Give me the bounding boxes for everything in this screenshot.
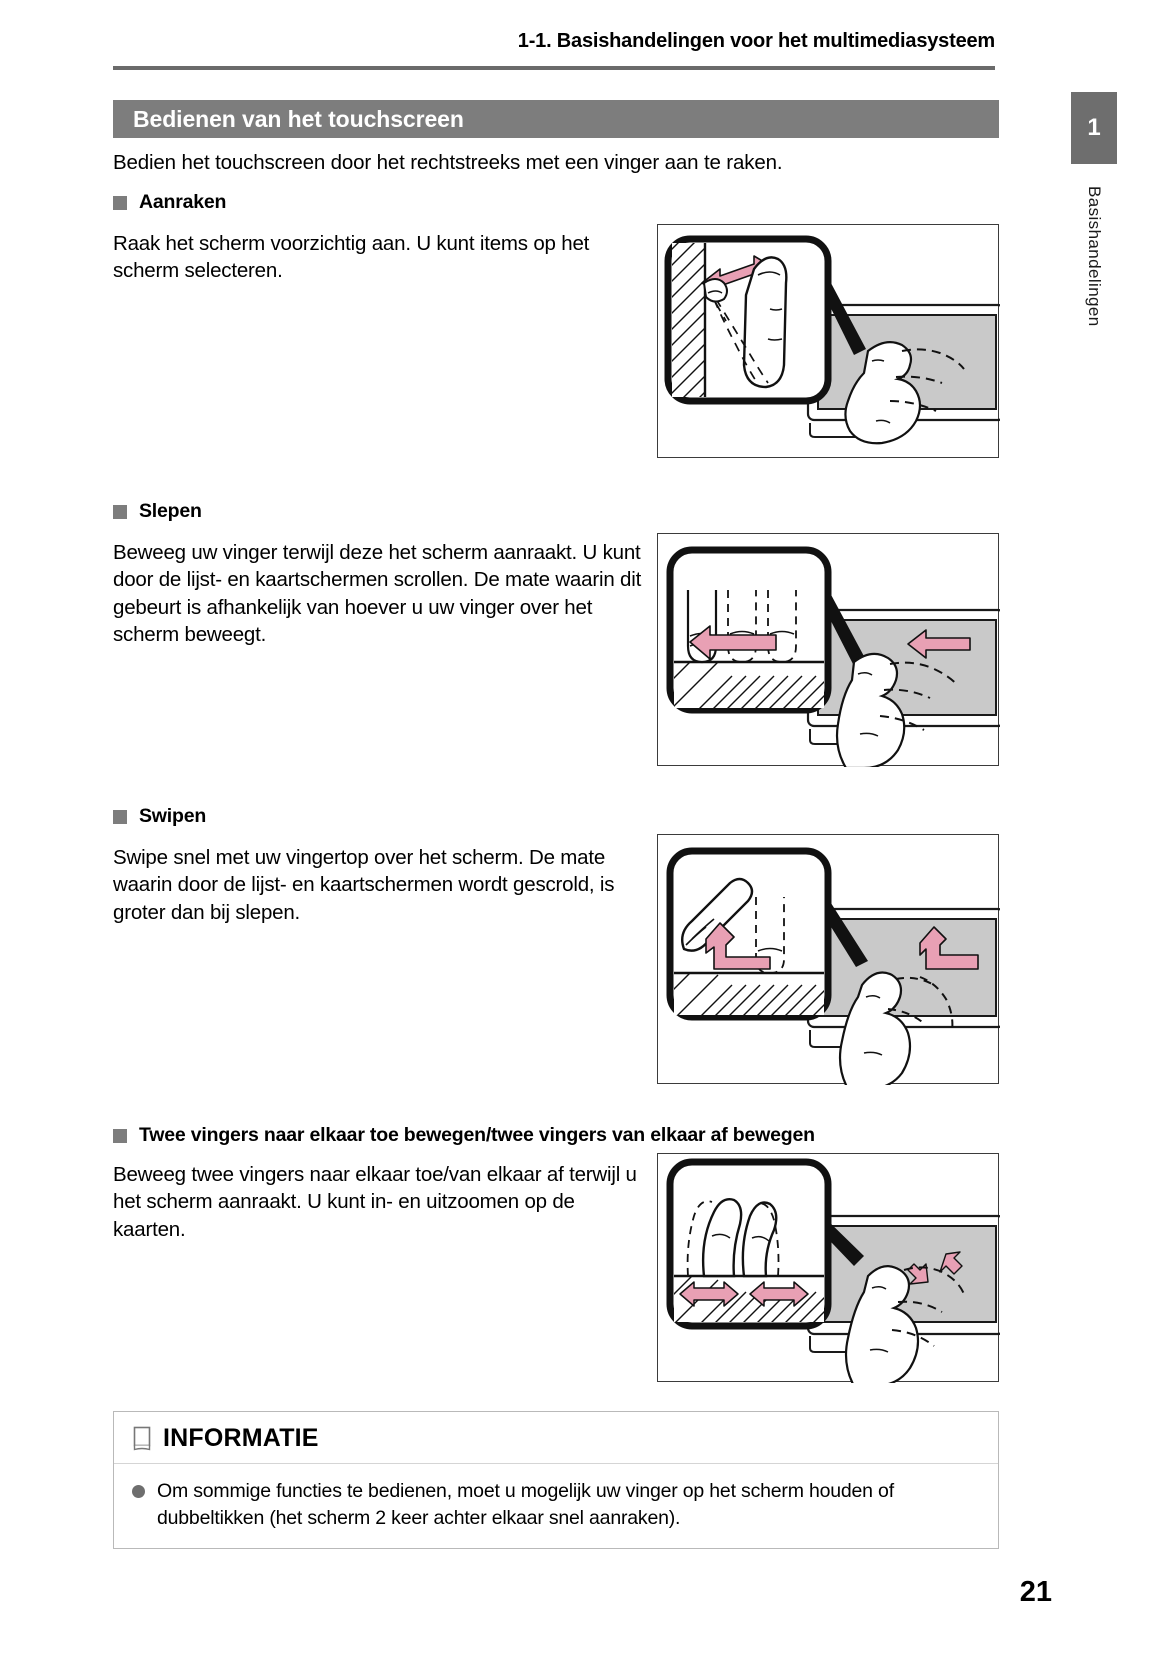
subsection-heading-text: Slepen [139, 500, 202, 523]
subsection-heading-text: Aanraken [139, 191, 227, 214]
subsection-body-text: Beweeg uw vinger terwijl deze het scherm aanraakt. U kunt door de lijst- en kaartschermen scrollen. De mate waarin dit gebeurt is afhankelijk van hoever u uw vinger over het scherm beweegt. [113, 541, 642, 646]
chapter-number: 1 [1087, 114, 1101, 141]
square-bullet-icon [113, 1129, 127, 1143]
running-title: 1-1. Basishandelingen voor het multimediasysteem [517, 30, 995, 52]
subsection-body-text: Swipe snel met uw vingertop over het scherm. De mate waarin door de lijst- en kaartschermen wordt gescrold, is groter dan bij slepen. [113, 846, 615, 924]
page-content [113, 100, 999, 1549]
subsection-body-text: Beweeg twee vingers naar elkaar toe/van elkaar af terwijl u het scherm aanraakt. U kunt in- en uitzoomen op de kaarten. [113, 1163, 637, 1241]
pinch-zoom-gesture-illustration [657, 1153, 999, 1382]
information-box-header [114, 1412, 998, 1464]
subsection-heading-text: Twee vingers naar elkaar toe bewegen/twee vingers van elkaar af bewegen [139, 1124, 815, 1147]
chapter-label-text: Basishandelingen [1085, 186, 1104, 327]
section-title-bar [113, 100, 999, 138]
information-box-body [114, 1464, 998, 1548]
square-bullet-icon [113, 810, 127, 824]
header-rule [113, 66, 995, 70]
subsection-pinch [113, 1161, 999, 1389]
subsection-heading-pinch [113, 1124, 999, 1147]
subsection-swipen [113, 844, 999, 1094]
subsection-aanraken [113, 230, 999, 472]
bullet-dot-icon [132, 1485, 145, 1498]
book-icon [132, 1426, 152, 1452]
touch-gesture-illustration [657, 224, 999, 458]
chapter-side-label [1071, 186, 1117, 436]
subsection-heading-aanraken [113, 191, 999, 214]
section-intro: Bedien het touchscreen door het rechtstreeks met een vinger aan te raken. [113, 151, 783, 174]
information-box-title: INFORMATIE [163, 1424, 319, 1453]
page-header [0, 30, 1165, 78]
chapter-tab [1071, 92, 1117, 164]
subsection-heading-swipen [113, 805, 999, 828]
square-bullet-icon [113, 196, 127, 210]
square-bullet-icon [113, 505, 127, 519]
subsection-heading-text: Swipen [139, 805, 207, 828]
section-title: Bedienen van het touchscreen [133, 105, 464, 132]
subsection-heading-slepen [113, 500, 999, 523]
information-box [113, 1411, 999, 1549]
information-bullet-text: Om sommige functies te bedienen, moet u mogelijk uw vinger op het scherm houden of dubbeltikken (het scherm 2 keer achter elkaar snel aanraken). [157, 1480, 894, 1529]
subsection-body-text: Raak het scherm voorzichtig aan. U kunt items op het scherm selecteren. [113, 232, 590, 283]
page-number: 21 [1019, 1576, 1052, 1608]
drag-gesture-illustration [657, 533, 999, 766]
subsection-slepen [113, 539, 999, 777]
swipe-gesture-illustration [657, 834, 999, 1084]
